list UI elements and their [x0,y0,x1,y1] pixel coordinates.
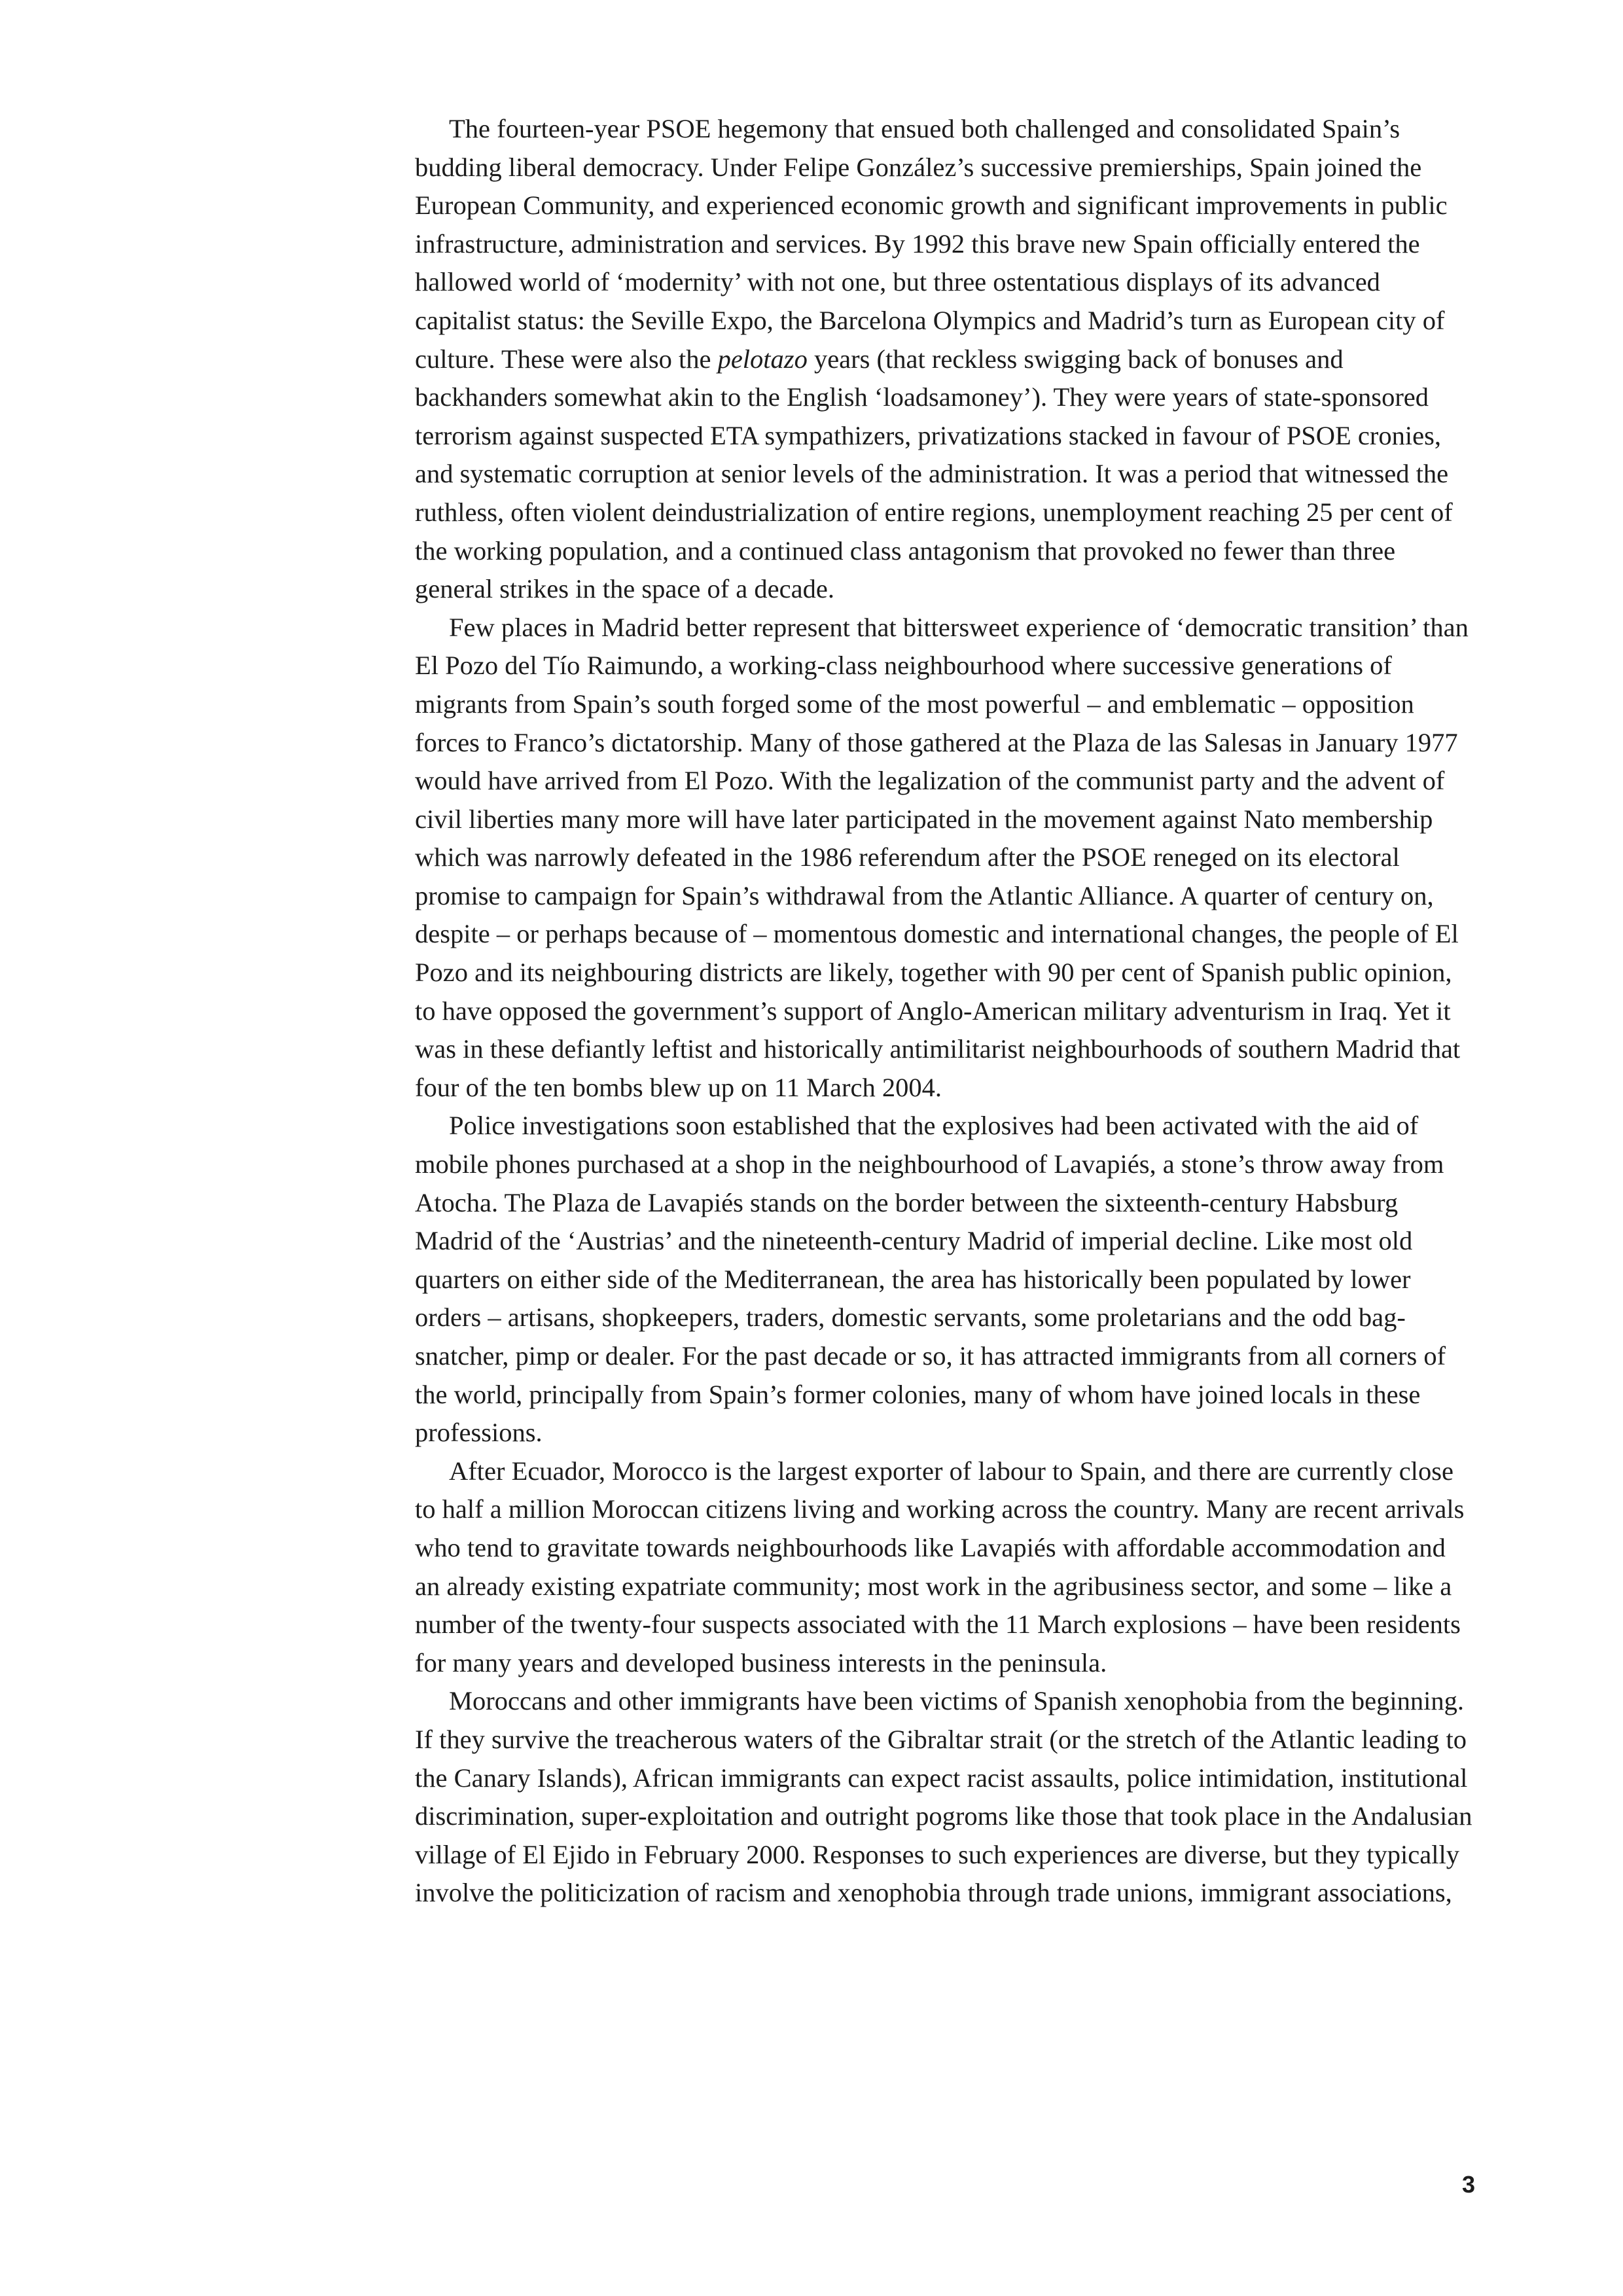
paragraph-4: After Ecuador, Morocco is the largest exporter of labour to Spain, and there are currently close to half a million Moroccan citizens living and working across the country. Many are recent arrivals who tend to gravitate towards neighbourhoods like Lavapiés with affordable accommodation and an already existing expatriate community; most work in the agribusiness sector, and some – like a number of the twenty-four suspects associated with the 11 March explosions – have been residents for many years and developed business interests in the peninsula. [415,1456,1465,1677]
paragraph-1 [415,110,1474,609]
paragraph-1-text-start: The fourteen-year PSOE hegemony that ensued both challenged and consolidated Spain’s budding liberal democracy. Under Felipe González’s successive premierships, Spain joined the European Community, and experienced economic growth and significant improvements in public infrastructure, administration and services. By 1992 this brave new Spain officially entered the hallowed world of ‘modernity’ with not one, but three ostentatious displays of its advanced capitalist status: the Seville Expo, the Barcelona Olympics and Madrid’s turn as European city of culture. These were also the [415,114,1448,374]
paragraph-2: Few places in Madrid better represent that bittersweet experience of ‘democratic transition’ than El Pozo del Tío Raimundo, a working-class neighbourhood where successive generations of migrants from Spain’s south forged some of the most powerful – and emblematic – opposition forces to Franco’s dictatorship. Many of those gathered at the Plaza de las Salesas in January 1977 would have arrived from El Pozo. With the legalization of the communist party and the advent of civil liberties many more will have later participated in the movement against Nato membership which was narrowly defeated in the 1986 referendum after the PSOE reneged on its electoral promise to campaign for Spain’s withdrawal from the Atlantic Alliance. A quarter of century on, despite – or perhaps because of – momentous domestic and international changes, the people of El Pozo and its neighbouring districts are likely, together with 90 per cent of Spanish public opinion, to have opposed the government’s support of Anglo-American military adventurism in Iraq. Yet it was in these defiantly leftist and historically antimilitarist neighbourhoods of southern Madrid that four of the ten bombs blew up on 11 March 2004. [415,612,1469,1102]
paragraph-1-text-end: years (that reckless swigging back of bonuses and backhanders somewhat akin to the English ‘loadsamoney’). They were years of state-sponsored terrorism against suspected ETA sympathizers, privatizations stacked in favour of PSOE cronies, and systematic corruption at senior levels of the administration. It was a period that witnessed the ruthless, often violent deindustrialization of entire regions, unemployment reaching 25 per cent of the working population, and a continued class antagonism that provoked no fewer than three general strikes in the space of a decade. [415,344,1453,604]
body-text [415,110,1474,1912]
italic-term-pelotazo: pelotazo [717,344,808,374]
paragraph-5: Moroccans and other immigrants have been victims of Spanish xenophobia from the beginning. If they survive the treacherous waters of the Gibraltar strait (or the stretch of the Atlantic leading to the Canary Islands), African immigrants can expect racist assaults, police intimidation, institutional discrimination, super-exploitation and outright pogroms like those that took place in the Andalusian village of El Ejido in February 2000. Responses to such experiences are diverse, but they typically involve the politicization of racism and xenophobia through trade unions, immigrant associations, [415,1686,1472,1908]
paragraph-3: Police investigations soon established that the explosives had been activated with the aid of mobile phones purchased at a shop in the neighbourhood of Lavapiés, a stone’s throw away from Atocha. The Plaza de Lavapiés stands on the border between the sixteenth-century Habsburg Madrid of the ‘Austrias’ and the nineteenth-century Madrid of imperial decline. Like most old quarters on either side of the Mediterranean, the area has historically been populated by lower orders – artisans, shopkeepers, traders, domestic servants, some proletarians and the odd bag-snatcher, pimp or dealer. For the past decade or so, it has attracted immigrants from all corners of the world, principally from Spain’s former colonies, many of whom have joined locals in these professions. [415,1111,1446,1448]
page-number: 3 [1461,2171,1475,2198]
